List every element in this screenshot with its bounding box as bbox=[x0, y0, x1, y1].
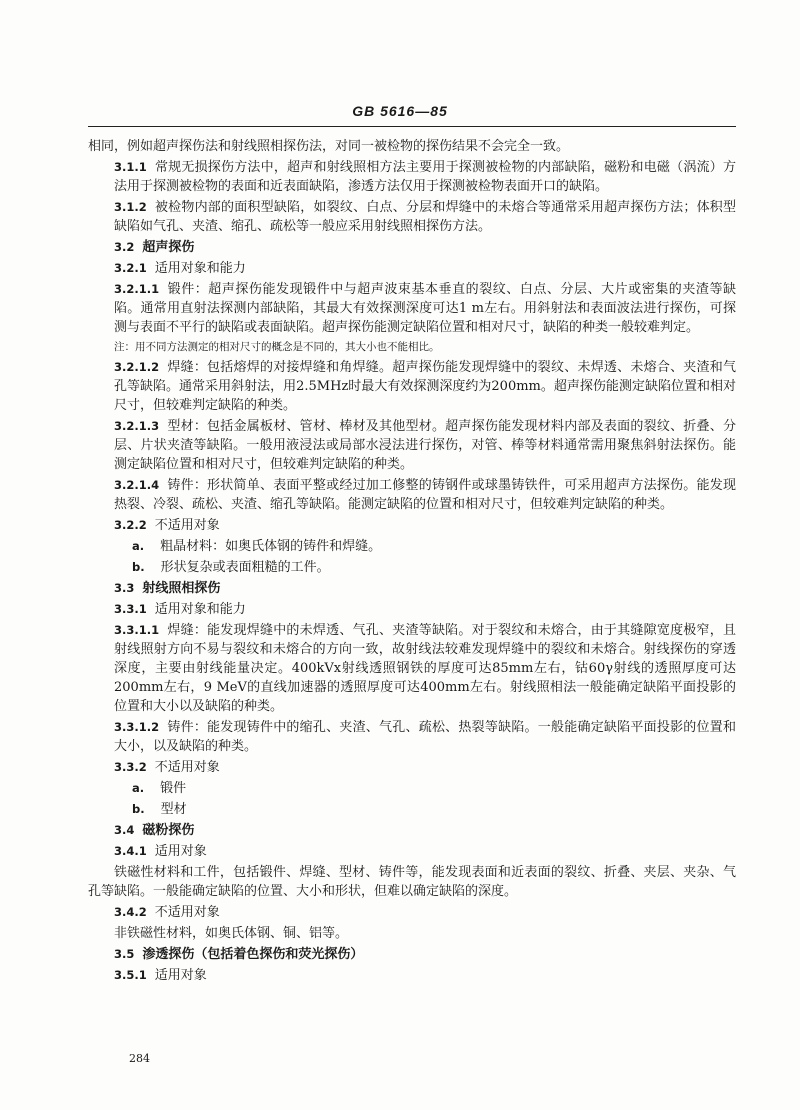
clause-text: 非铁磁性材料，如奥氏体钢、铜、铝等。 bbox=[114, 926, 349, 941]
list-item bbox=[88, 537, 736, 556]
clause bbox=[88, 966, 736, 985]
clause-text: 粗晶材料：如奥氏体钢的铸件和焊缝。 bbox=[160, 539, 382, 554]
note bbox=[88, 339, 736, 356]
clause bbox=[88, 417, 736, 474]
document-body bbox=[88, 137, 736, 987]
clause-text: 适用对象 bbox=[154, 968, 207, 983]
clause-text: 适用对象和能力 bbox=[154, 261, 246, 276]
clause-number: 3.3.1.2 bbox=[114, 720, 160, 734]
clause-text: 常规无损探伤方法中，超声和射线照相方法主要用于探测被检物的内部缺陷，磁粉和电磁（涡流）方法用于探测被检物的表面和近表面缺陷，渗透方法仅用于探测被检物表面开口的缺陷。 bbox=[114, 160, 736, 194]
page-number: 284 bbox=[129, 1052, 150, 1065]
clause-text: 型材 bbox=[160, 802, 187, 817]
standard-header: GB 5616—85 bbox=[352, 103, 448, 119]
clause-text: 型材：包括金属板材、管材、棒材及其他型材。超声探伤能发现材料内部及表面的裂纹、折叠、分层、片状夹渣等缺陷。一般用液浸法或局部水浸法进行探伤，对管、棒等材料通常需用聚焦斜射法探伤。能测定缺陷位置和相对尺寸，但较难判定缺陷的种类。 bbox=[114, 419, 736, 472]
clause-number: 3.2 bbox=[114, 240, 135, 254]
clause bbox=[88, 842, 736, 861]
clause-text: 超声探伤 bbox=[142, 240, 195, 255]
clause bbox=[88, 621, 736, 716]
clause-number: 3.5 bbox=[114, 947, 135, 961]
clause-number: a. bbox=[132, 781, 145, 795]
clause-text: 适用对象 bbox=[154, 844, 207, 859]
clause-text: 被检物内部的面积型缺陷，如裂纹、白点、分层和焊缝中的未熔合等通常采用超声探伤方法；体积型缺陷如气孔、夹渣、缩孔、疏松等一般应采用射线照相探伤方法。 bbox=[114, 200, 736, 234]
clause-text: 铁磁性材料和工件，包括锻件、焊缝、型材、铸件等，能发现表面和近表面的裂纹、折叠、夹层、夹杂、气孔等缺陷。一般能确定缺陷的位置、大小和形状，但难以确定缺陷的深度。 bbox=[88, 865, 736, 899]
clause-number: 3.1.2 bbox=[114, 200, 147, 214]
clause bbox=[88, 198, 736, 236]
clause bbox=[88, 718, 736, 756]
list-item bbox=[88, 779, 736, 798]
clause-number: 3.2.1.2 bbox=[114, 360, 160, 374]
clause-text: 相同，例如超声探伤法和射线照相探伤法，对同一被检物的探伤结果不会完全一致。 bbox=[88, 139, 570, 154]
clause-number: 3.5.1 bbox=[114, 968, 147, 982]
clause-number: 3.3.2 bbox=[114, 760, 147, 774]
clause-text: 注：用不同方法测定的相对尺寸的概念是不同的，其大小也不能相比。 bbox=[114, 341, 440, 353]
paragraph bbox=[88, 863, 736, 901]
section-heading bbox=[88, 579, 736, 598]
clause bbox=[88, 358, 736, 415]
clause-number: 3.4 bbox=[114, 823, 135, 837]
clause-number: 3.4.1 bbox=[114, 844, 147, 858]
clause-number: 3.4.2 bbox=[114, 905, 147, 919]
clause-text: 适用对象和能力 bbox=[154, 602, 246, 617]
clause bbox=[88, 516, 736, 535]
clause bbox=[88, 903, 736, 922]
clause-number: 3.2.1.1 bbox=[114, 282, 160, 296]
paragraph bbox=[88, 924, 736, 943]
clause-text: 锻件：超声探伤能发现锻件中与超声波束基本垂直的裂纹、白点、分层、大片或密集的夹渣等缺陷。通常用直射法探测内部缺陷，其最大有效探测深度可达1 m左右。用斜射法和表面波法进行探伤，可探测与表面不平行的缺陷或表面缺陷。超声探伤能测定缺陷位置和相对尺寸，缺陷的种类一般较难判定。 bbox=[114, 282, 736, 335]
clause-number: 3.2.1 bbox=[114, 261, 147, 275]
clause-text: 形状复杂或表面粗糙的工件。 bbox=[160, 560, 330, 575]
clause-number: 3.3.1 bbox=[114, 602, 147, 616]
clause-text: 铸件：形状简单、表面平整或经过加工修整的铸钢件或球墨铸铁件，可采用超声方法探伤。能发现热裂、冷裂、疏松、夹渣、缩孔等缺陷。能测定缺陷的位置和相对尺寸，但较难判定缺陷的种类。 bbox=[114, 478, 736, 512]
clause-number: 3.2.1.3 bbox=[114, 419, 160, 433]
clause-number: b. bbox=[132, 802, 145, 816]
clause-number: 3.3.1.1 bbox=[114, 623, 160, 637]
clause bbox=[88, 280, 736, 337]
clause-text: 不适用对象 bbox=[154, 905, 220, 920]
clause-text: 锻件 bbox=[160, 781, 187, 796]
clause-text: 射线照相探伤 bbox=[142, 581, 221, 596]
clause-text: 焊缝：能发现焊缝中的未焊透、气孔、夹渣等缺陷。对于裂纹和未熔合，由于其缝隙宽度极窄，且射线照射方向不易与裂纹和未熔合的方向一致，故射线法较难发现焊缝中的裂纹和未熔合。射线探伤的穿透深度，主要由射线能量决定。400kVx射线透照钢铁的厚度可达85mm左右，钴60γ射线的透照厚度可达200mm左右，9 MeV的直线加速器的透照厚度可达400mm左右。射线照相法一般能确定缺陷平面投影的位置和大小以及缺陷的种类。 bbox=[114, 623, 736, 714]
section-heading bbox=[88, 238, 736, 257]
clause bbox=[88, 476, 736, 514]
clause-number: 3.1.1 bbox=[114, 160, 147, 174]
clause-text: 渗透探伤（包括着色探伤和荧光探伤） bbox=[142, 947, 364, 962]
clause bbox=[88, 758, 736, 777]
clause bbox=[88, 600, 736, 619]
clause-number: 3.3 bbox=[114, 581, 135, 595]
clause bbox=[88, 158, 736, 196]
section-heading bbox=[88, 821, 736, 840]
paragraph bbox=[88, 137, 736, 156]
clause bbox=[88, 259, 736, 278]
list-item bbox=[88, 800, 736, 819]
list-item bbox=[88, 558, 736, 577]
clause-number: b. bbox=[132, 560, 145, 574]
clause-text: 焊缝：包括熔焊的对接焊缝和角焊缝。超声探伤能发现焊缝中的裂纹、未焊透、未熔合、夹渣和气孔等缺陷。通常采用斜射法，用2.5MHz时最大有效探测深度约为200mm。超声探伤能测定缺陷位置和相对尺寸，但较难判定缺陷的种类。 bbox=[114, 360, 736, 413]
header-rule bbox=[88, 126, 736, 127]
clause-text: 铸件：能发现铸件中的缩孔、夹渣、气孔、疏松、热裂等缺陷。一般能确定缺陷平面投影的位置和大小，以及缺陷的种类。 bbox=[114, 720, 736, 754]
clause-number: a. bbox=[132, 539, 145, 553]
section-heading bbox=[88, 945, 736, 964]
clause-text: 不适用对象 bbox=[154, 760, 220, 775]
clause-number: 3.2.2 bbox=[114, 518, 147, 532]
clause-number: 3.2.1.4 bbox=[114, 478, 160, 492]
clause-text: 不适用对象 bbox=[154, 518, 220, 533]
clause-text: 磁粉探伤 bbox=[142, 823, 195, 838]
